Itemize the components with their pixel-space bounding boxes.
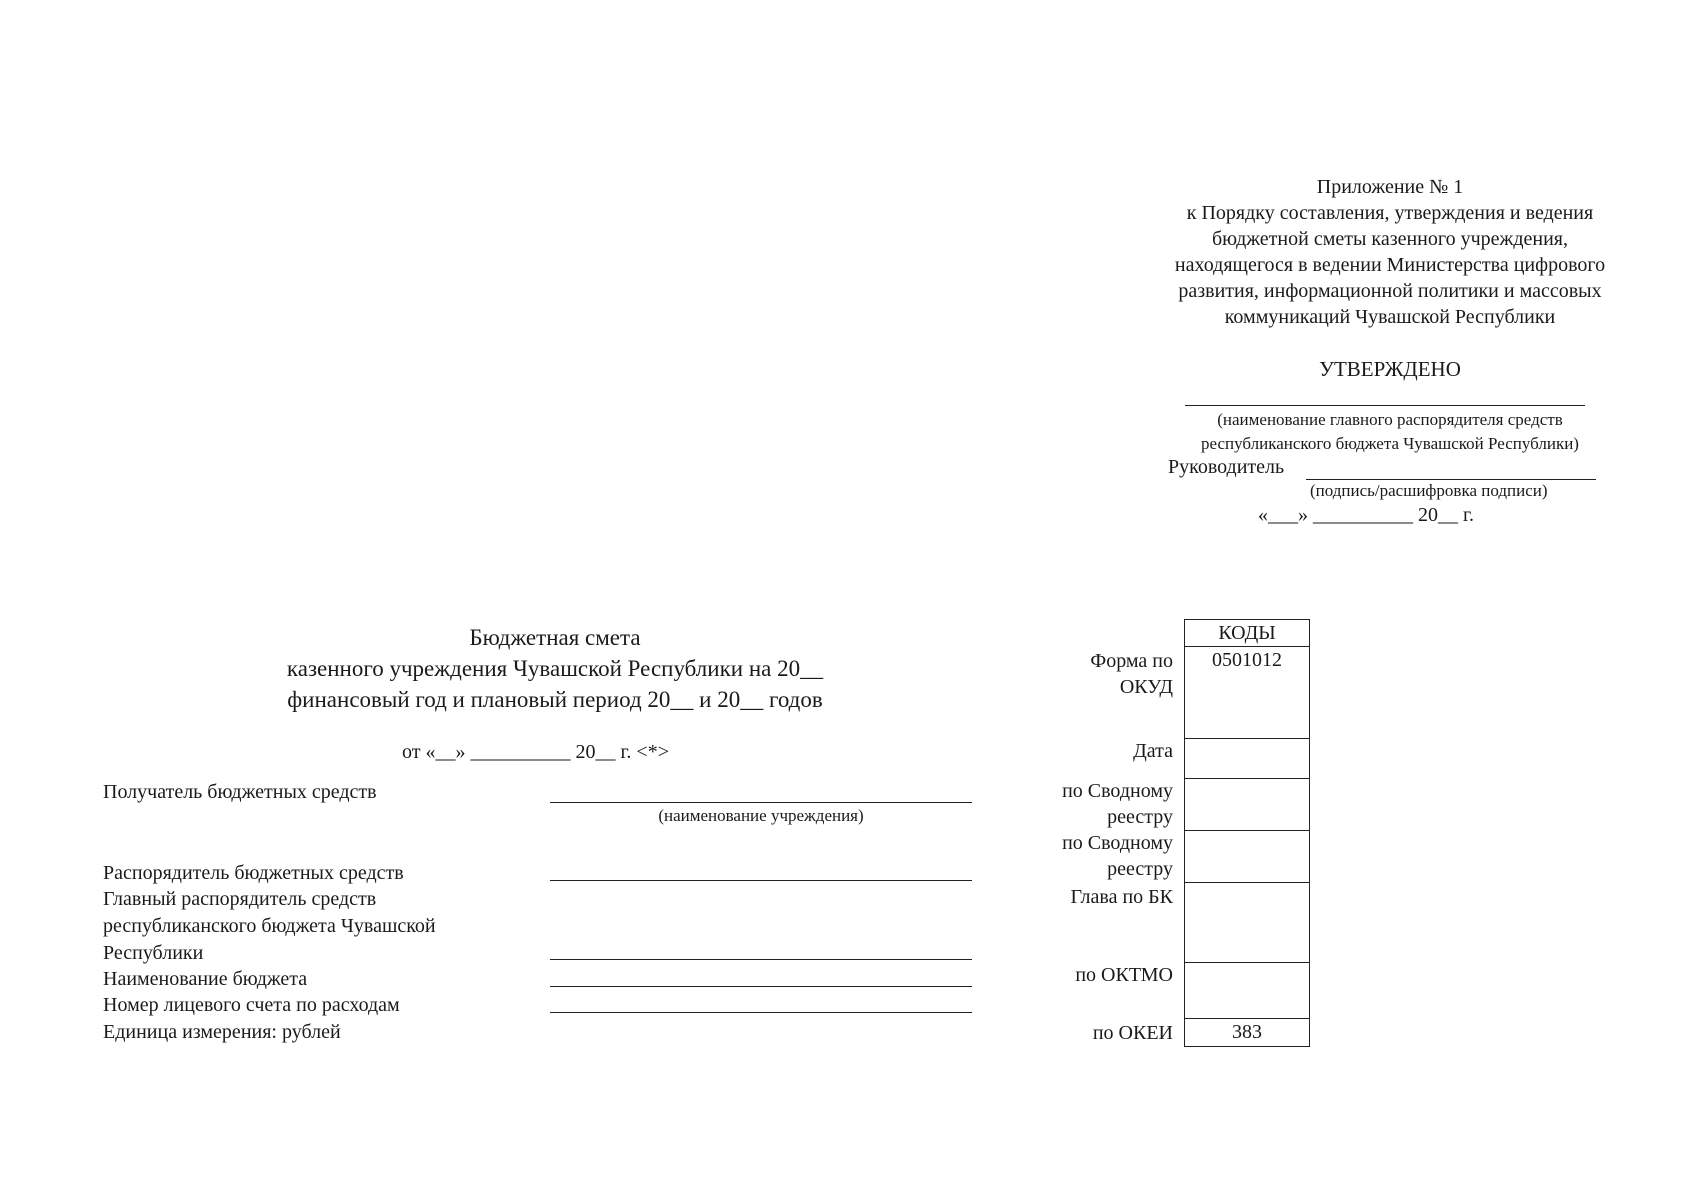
okei-label: по ОКЕИ [1092,1022,1173,1044]
account-number-label: Номер лицевого счета по расходам [103,994,400,1016]
chief-manager-label: Главный распорядитель средств [103,888,377,910]
appendix-line: бюджетной сметы казенного учреждения, [1211,228,1569,250]
recipient-label: Получатель бюджетных средств [103,781,377,803]
document-title-line: Бюджетная смета [469,625,641,650]
chapter-bk-label: Глава по БК [1070,886,1173,908]
code-registry-2 [1185,830,1309,882]
code-chapter-bk [1185,882,1309,962]
oktmo-label: по ОКТМО [1075,964,1173,986]
approver-caption [1110,408,1670,456]
approval-date: «___» __________ 20__ г. [1258,504,1474,526]
approver-caption-line: республиканского бюджета Чувашской Республики) [1201,434,1579,453]
registry-label-2 [1062,830,1173,882]
budget-name-line [550,986,972,987]
document-title-line: казенного учреждения Чувашской Республики на 20__ [286,656,824,681]
manager-line [550,880,972,881]
registry-label-1 [1062,778,1173,830]
appendix-line: Приложение № 1 [1316,176,1464,198]
code-okei: 383 [1185,1018,1309,1046]
code-date [1185,738,1309,778]
code-oktmo [1185,962,1309,1018]
registry-label-line: по Сводному [1062,780,1173,802]
chief-manager-label: Республики [103,942,204,964]
head-signature-line [1306,479,1596,480]
okud-label-line: ОКУД [1119,676,1173,698]
recipient-line [550,802,972,803]
appendix-line: развития, информационной политики и массовых [1178,280,1602,302]
registry-label-line: реестру [1107,858,1173,880]
document-title-line: финансовый год и плановый период 20__ и 20__ годов [287,687,823,712]
unit-label: Единица измерения: рублей [103,1021,341,1043]
account-number-line [550,1012,972,1013]
document-date: от «__» __________ 20__ г. <*> [402,741,669,763]
chief-manager-line [550,959,972,960]
approved-title: УТВЕРЖДЕНО [1319,357,1461,381]
codes-header: КОДЫ [1218,622,1276,644]
code-registry-1 [1185,778,1309,830]
budget-name-label: Наименование бюджета [103,968,308,990]
codes-table [1184,619,1310,1047]
institution-caption: (наименование учреждения) [658,806,864,825]
chief-manager-label: республиканского бюджета Чувашской [103,915,436,937]
appendix-line: к Порядку составления, утверждения и ведения [1186,202,1594,224]
approver-caption-line: (наименование главного распорядителя средств [1217,410,1563,429]
approver-name-line [1185,405,1585,406]
appendix-line: находящегося в ведении Министерства цифрового [1174,254,1606,276]
date-code-label: Дата [1133,740,1173,762]
okud-label-line: Форма по [1090,650,1173,672]
registry-label-line: по Сводному [1062,832,1173,854]
manager-label: Распорядитель бюджетных средств [103,862,404,884]
head-label: Руководитель [1168,456,1285,478]
signature-caption: (подпись/расшифровка подписи) [1310,481,1548,500]
appendix-header [1110,174,1670,330]
code-okud: 0501012 [1185,646,1309,738]
okud-label [1090,648,1173,700]
registry-label-line: реестру [1107,806,1173,828]
appendix-line: коммуникаций Чувашской Республики [1224,306,1556,328]
document-title [200,622,910,715]
